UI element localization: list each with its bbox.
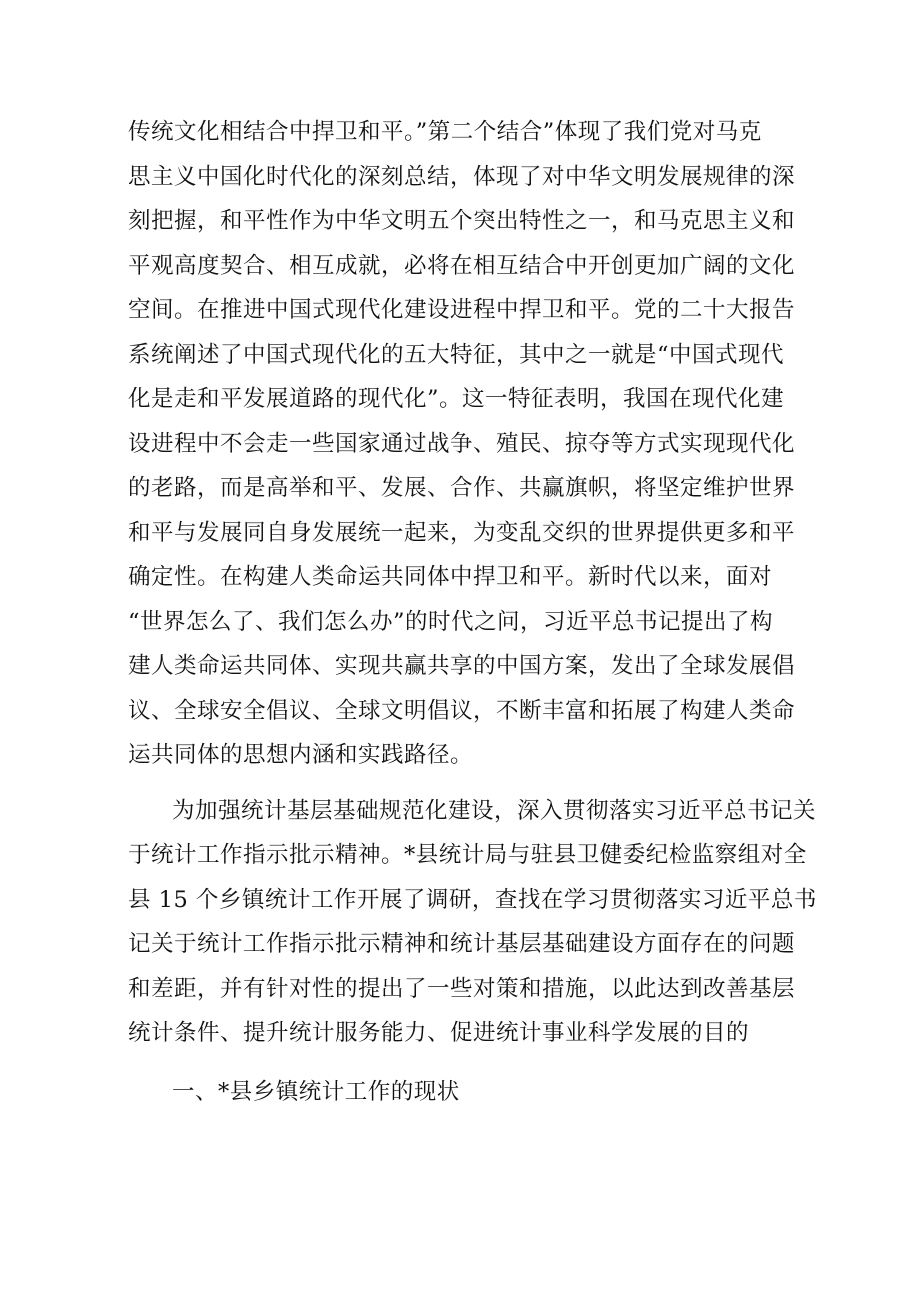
text-line: 和平与发展同自身发展统一起来，为变乱交织的世界提供更多和平 bbox=[128, 519, 796, 546]
text-line: 运共同体的思想内涵和实践路径。 bbox=[128, 742, 474, 768]
text-line: 空间。在推进中国式现代化建设进程中捍卫和平。党的二十大报告 bbox=[128, 297, 796, 323]
text-line: 和差距，并有针对性的提出了一些对策和措施，以此达到改善基层 bbox=[128, 975, 796, 1002]
text-line: 刻把握，和平性作为中华文明五个突出特性之一，和马克思主义和 bbox=[128, 208, 796, 234]
text-line: 建人类命运共同体、实现共赢共享的中国方案，发出了全球发展倡 bbox=[128, 653, 796, 679]
text-line: 的老路，而是高举和平、发展、合作、共赢旗帜，将坚定维护世界 bbox=[128, 475, 796, 501]
text-line: 化是走和平发展道路的现代化”。这一特征表明，我国在现代化建 bbox=[128, 386, 785, 412]
text-line: 统计条件、提升统计服务能力、促进统计事业科学发展的目的 bbox=[128, 1020, 750, 1046]
text-line: 于统计工作指示批示精神。*县统计局与驻县卫健委纪检监察组对全 bbox=[128, 842, 807, 868]
text-line: 为加强统计基层基础规范化建设，深入贯彻落实习近平总书记关 bbox=[172, 797, 817, 824]
text-line: 县 15 个乡镇统计工作开展了调研，查找在学习贯彻落实习近平总书 bbox=[128, 886, 817, 913]
paragraph-1 bbox=[128, 110, 796, 778]
paragraph-2 bbox=[128, 789, 817, 1056]
text-line: “世界怎么了、我们怎么办”的时代之问，习近平总书记提出了构 bbox=[128, 608, 774, 635]
text-line: 思主义中国化时代化的深刻总结，体现了对中华文明发展规律的深 bbox=[128, 163, 796, 190]
section-heading: 一、*县乡镇统计工作的现状 bbox=[172, 1078, 460, 1105]
text-line: 系统阐述了中国式现代化的五大特征，其中之一就是“中国式现代 bbox=[128, 341, 785, 368]
document-body bbox=[128, 110, 817, 1114]
text-line: 记关于统计工作指示批示精神和统计基层基础建设方面存在的问题 bbox=[128, 931, 796, 957]
text-line: 设进程中不会走一些国家通过战争、殖民、掠夺等方式实现现代化 bbox=[128, 430, 796, 457]
text-line: 平观高度契合、相互成就，必将在相互结合中开创更加广阔的文化 bbox=[128, 252, 796, 279]
text-line: 议、全球安全倡议、全球文明倡议，不断丰富和拓展了构建人类命 bbox=[128, 697, 796, 724]
text-line: 传统文化相结合中捍卫和平。”第二个结合”体现了我们党对马克 bbox=[128, 119, 762, 145]
text-line: 确定性。在构建人类命运共同体中捍卫和平。新时代以来，面对 bbox=[128, 564, 773, 590]
